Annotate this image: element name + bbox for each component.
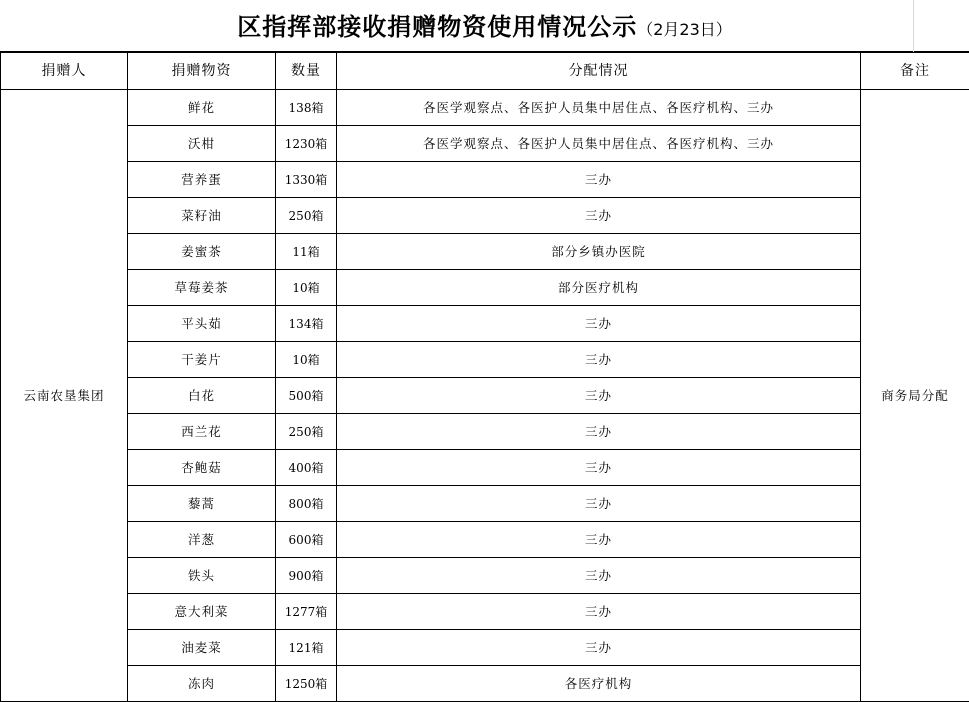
- allocation-cell: 三办: [337, 522, 861, 558]
- allocation-cell: 部分医疗机构: [337, 270, 861, 306]
- table-row: [1, 90, 969, 126]
- header-allocation: 分配情况: [337, 53, 861, 90]
- allocation-cell: 部分乡镇办医院: [337, 234, 861, 270]
- allocation-cell: 三办: [337, 378, 861, 414]
- item-cell: 杏鲍菇: [128, 450, 276, 486]
- table-row: [1, 522, 969, 558]
- table-row: [1, 342, 969, 378]
- qty-cell: 1230箱: [276, 126, 337, 162]
- qty-cell: 1277箱: [276, 594, 337, 630]
- item-cell: 菜籽油: [128, 198, 276, 234]
- allocation-cell: 各医学观察点、各医护人员集中居住点、各医疗机构、三办: [337, 90, 861, 126]
- allocation-cell: 三办: [337, 630, 861, 666]
- table-row: [1, 630, 969, 666]
- allocation-cell: 各医疗机构: [337, 666, 861, 702]
- item-cell: 洋葱: [128, 522, 276, 558]
- remark-cell: 商务局分配: [861, 90, 969, 702]
- qty-cell: 400箱: [276, 450, 337, 486]
- table-row: [1, 450, 969, 486]
- item-cell: 平头茹: [128, 306, 276, 342]
- qty-cell: 500箱: [276, 378, 337, 414]
- item-cell: 鲜花: [128, 90, 276, 126]
- qty-cell: 250箱: [276, 414, 337, 450]
- title-date: （2月23日）: [637, 20, 732, 39]
- qty-cell: 900箱: [276, 558, 337, 594]
- item-cell: 铁头: [128, 558, 276, 594]
- table-row: [1, 378, 969, 414]
- table-row: [1, 234, 969, 270]
- allocation-cell: 三办: [337, 414, 861, 450]
- table-row: [1, 306, 969, 342]
- table-row: [1, 666, 969, 702]
- header-row: [1, 53, 969, 90]
- title-text: 区指挥部接收捐赠物资使用情况公示: [237, 13, 637, 41]
- header-remark: 备注: [861, 53, 969, 90]
- qty-cell: 11箱: [276, 234, 337, 270]
- qty-cell: 600箱: [276, 522, 337, 558]
- header-donor: 捐赠人: [1, 53, 128, 90]
- page-title: [0, 12, 969, 45]
- allocation-cell: 各医学观察点、各医护人员集中居住点、各医疗机构、三办: [337, 126, 861, 162]
- allocation-cell: 三办: [337, 450, 861, 486]
- table-row: [1, 414, 969, 450]
- item-cell: 油麦菜: [128, 630, 276, 666]
- table-body: [1, 90, 969, 702]
- header-qty: 数量: [276, 53, 337, 90]
- qty-cell: 10箱: [276, 342, 337, 378]
- qty-cell: 250箱: [276, 198, 337, 234]
- qty-cell: 138箱: [276, 90, 337, 126]
- table-row: [1, 594, 969, 630]
- qty-cell: 10箱: [276, 270, 337, 306]
- donor-cell: 云南农垦集团: [1, 90, 128, 702]
- qty-cell: 1330箱: [276, 162, 337, 198]
- item-cell: 干姜片: [128, 342, 276, 378]
- item-cell: 营养蛋: [128, 162, 276, 198]
- table-row: [1, 558, 969, 594]
- table-row: [1, 486, 969, 522]
- item-cell: 意大利菜: [128, 594, 276, 630]
- item-cell: 姜蜜茶: [128, 234, 276, 270]
- item-cell: 西兰花: [128, 414, 276, 450]
- allocation-cell: 三办: [337, 306, 861, 342]
- table-row: [1, 270, 969, 306]
- table-row: [1, 162, 969, 198]
- table-row: [1, 126, 969, 162]
- qty-cell: 800箱: [276, 486, 337, 522]
- item-cell: 冻肉: [128, 666, 276, 702]
- qty-cell: 121箱: [276, 630, 337, 666]
- item-cell: 草莓姜茶: [128, 270, 276, 306]
- header-item: 捐赠物资: [128, 53, 276, 90]
- allocation-cell: 三办: [337, 486, 861, 522]
- item-cell: 藜蒿: [128, 486, 276, 522]
- item-cell: 白花: [128, 378, 276, 414]
- qty-cell: 134箱: [276, 306, 337, 342]
- donation-table: [0, 52, 969, 702]
- allocation-cell: 三办: [337, 342, 861, 378]
- title-bar: [0, 0, 969, 52]
- allocation-cell: 三办: [337, 594, 861, 630]
- item-cell: 沃柑: [128, 126, 276, 162]
- allocation-cell: 三办: [337, 558, 861, 594]
- table-row: [1, 198, 969, 234]
- qty-cell: 1250箱: [276, 666, 337, 702]
- allocation-cell: 三办: [337, 162, 861, 198]
- grid-line: [913, 0, 914, 52]
- allocation-cell: 三办: [337, 198, 861, 234]
